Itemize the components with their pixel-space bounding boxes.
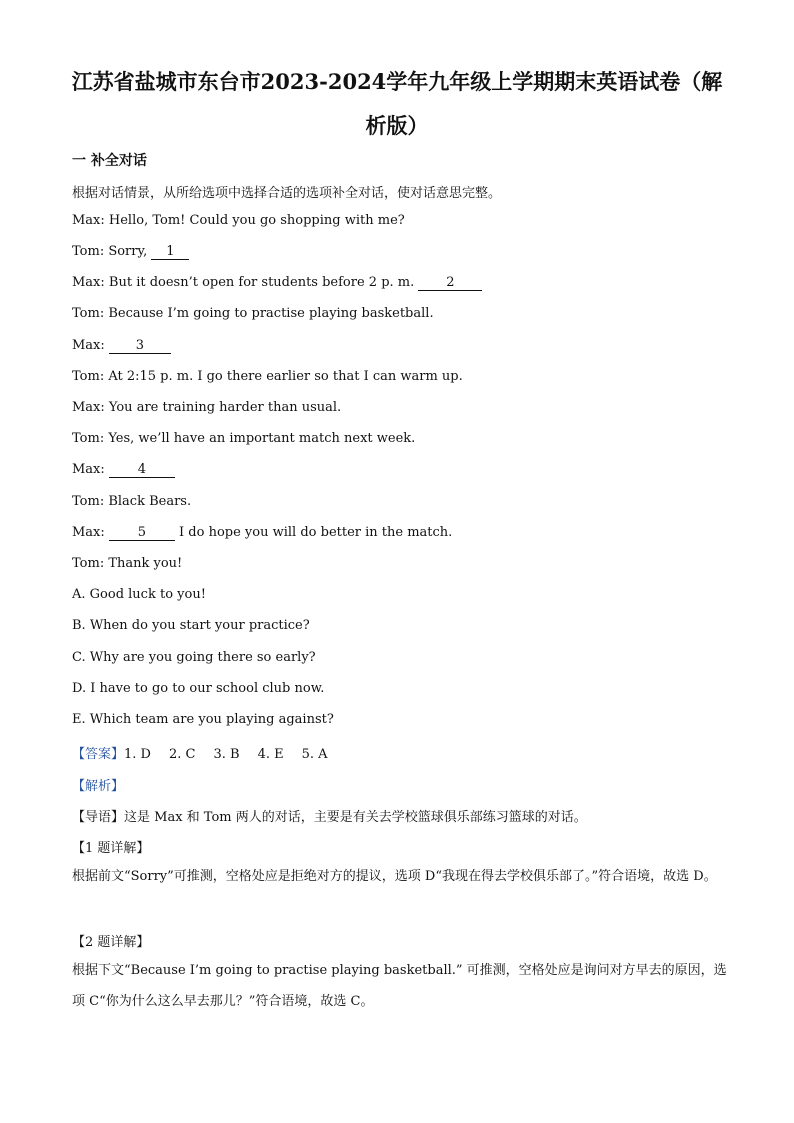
dialogue-line: Tom: Yes, we’ll have an important match next week. xyxy=(72,431,416,446)
dialogue-line: Max: 4 xyxy=(72,462,732,478)
option-a: A. Good luck to you! xyxy=(72,587,206,602)
dialogue-line: Tom: At 2:15 p. m. I go there earlier so that I can warm up. xyxy=(72,369,463,384)
blank-2: 2 xyxy=(418,276,482,291)
option-b: B. When do you start your practice? xyxy=(72,618,310,633)
dialogue-line: Max: 5 I do hope you will do better in the match. xyxy=(72,525,453,540)
dialogue-line: Max: But it doesn’t open for students before 2 p. m. 2 xyxy=(72,275,732,291)
title-line-1: 江苏省盐城市东台市2023-2024学年九年级上学期期末英语试卷（解 xyxy=(71,69,723,94)
dialogue-line: Tom: Because I’m going to practise playing basketball. xyxy=(72,306,434,321)
answer-item: 1. D xyxy=(124,747,151,762)
blank-5: 5 xyxy=(109,526,175,541)
instruction: 根据对话情景，从所给选项中选择合适的选项补全对话，使对话意思完整。 xyxy=(72,186,502,201)
q2-label: 【2 题详解】 xyxy=(72,935,150,950)
guide-line xyxy=(72,806,732,825)
q1-label: 【1 题详解】 xyxy=(72,841,150,856)
blank-3: 3 xyxy=(109,339,171,354)
dialogue-line: Max: 3 xyxy=(72,338,732,354)
dialogue-line: Tom: Black Bears. xyxy=(72,494,192,509)
guide-label: 【导语】 xyxy=(72,810,125,825)
answer-item: 4. E xyxy=(257,747,284,762)
blank-1: 1 xyxy=(151,245,189,260)
analysis-label: 【解析】 xyxy=(72,779,125,794)
dialogue-line: Max: You are training harder than usual. xyxy=(72,400,342,415)
document-title xyxy=(60,60,734,148)
q1-text: 根据前文“Sorry”可推测，空格处应是拒绝对方的提议，选项 D“我现在得去学校俱乐部了。”符合语境，故选 D。 xyxy=(72,869,717,884)
q2-text: 根据下文“Because I’m going to practise playing basketball.” 可推测，空格处应是询问对方早去的原因，选项 C“你为什么这么早去那儿？”符合语境，故选 C。 xyxy=(72,963,727,1009)
section-title: 一 补全对话 xyxy=(72,153,147,169)
dialogue-line: Max: Hello, Tom! Could you go shopping with me? xyxy=(72,213,405,228)
blank-4: 4 xyxy=(109,463,175,478)
answer-item: 3. B xyxy=(213,747,240,762)
guide-text: 这是 Max 和 Tom 两人的对话，主要是有关去学校篮球俱乐部练习篮球的对话。 xyxy=(124,810,587,825)
title-line-2: 析版） xyxy=(365,113,429,138)
dialogue-line: Tom: Sorry, 1 xyxy=(72,244,732,260)
dialogue-line: Tom: Thank you! xyxy=(72,556,183,571)
option-e: E. Which team are you playing against? xyxy=(72,712,334,727)
answer-line xyxy=(72,743,732,762)
answer-label: 【答案】 xyxy=(72,747,125,762)
option-c: C. Why are you going there so early? xyxy=(72,650,316,665)
option-d: D. I have to go to our school club now. xyxy=(72,681,325,696)
answer-item: 2. C xyxy=(168,747,196,762)
answer-item: 5. A xyxy=(301,747,328,762)
